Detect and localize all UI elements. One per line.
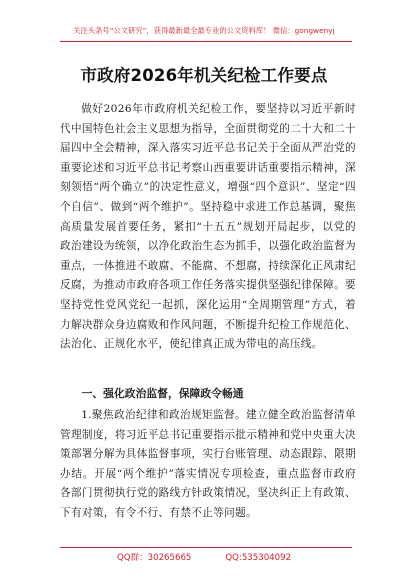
footer-qq-group: QQ群：30265665 bbox=[116, 553, 192, 563]
footer-qq-contact: QQ:535304092 bbox=[225, 553, 292, 563]
header-banner: 关注头条号“公文研究”，获得最新最全最专业的公文资料库！ 微信：gongwenyj bbox=[73, 26, 335, 35]
document-title: 市政府2026年机关纪检工作要点 bbox=[80, 66, 328, 85]
footer-divider bbox=[60, 547, 352, 548]
footer-banner bbox=[0, 551, 408, 563]
section-heading-1: 一、强化政治监督，保障政令畅通 bbox=[81, 387, 244, 400]
header-divider bbox=[60, 41, 352, 42]
intro-paragraph: 做好2026年市政府机关纪检工作，要坚持以习近平新时代中国特色社会主义思想为指导，全面贯彻党的二十大和二十届四中全会精神，深入落实习近平总书记关于全面从严治党的重要论述和习近平总书记考察山西重要讲话重要指示精神，深刻领悟“两个确立”的决定性意义，增强“四个意识”、坚定“四个自信”、做到“两个维护”。坚持稳中求进工作总基调，聚焦高质量发展首要任务，紧扣“十五五”规划开局起步，以党的政治建设为统领，以净化政治生态为抓手，以强化政治监督为重点，一体推进不敢腐、不能腐、不想腐，持续深化正风肃纪反腐，为推动市政府各项工作任务落实提供坚强纪律保障。要坚持党性党风党纪一起抓，深化运用“全周期管理”方式，着力解决群众身边腐败和作风问题，不断提升纪检工作规范化、法治化、正规化水平，使纪律真正成为带电的高压线。 bbox=[60, 103, 356, 351]
section-1-item-1: 1.聚焦政治纪律和政治规矩监督。建立健全政治监督清单管理制度，将习近平总书记重要指示批示精神和党中央重大决策部署分解为具体监督事项，实行台账管理、动态跟踪、限期办结。开展“两个维护”落实情况专项检查，重点监督市政府各部门贯彻执行党的路线方针政策情况，坚决纠正上有政策、下有对策，有令不行、有禁不止等问题。 bbox=[60, 409, 356, 519]
